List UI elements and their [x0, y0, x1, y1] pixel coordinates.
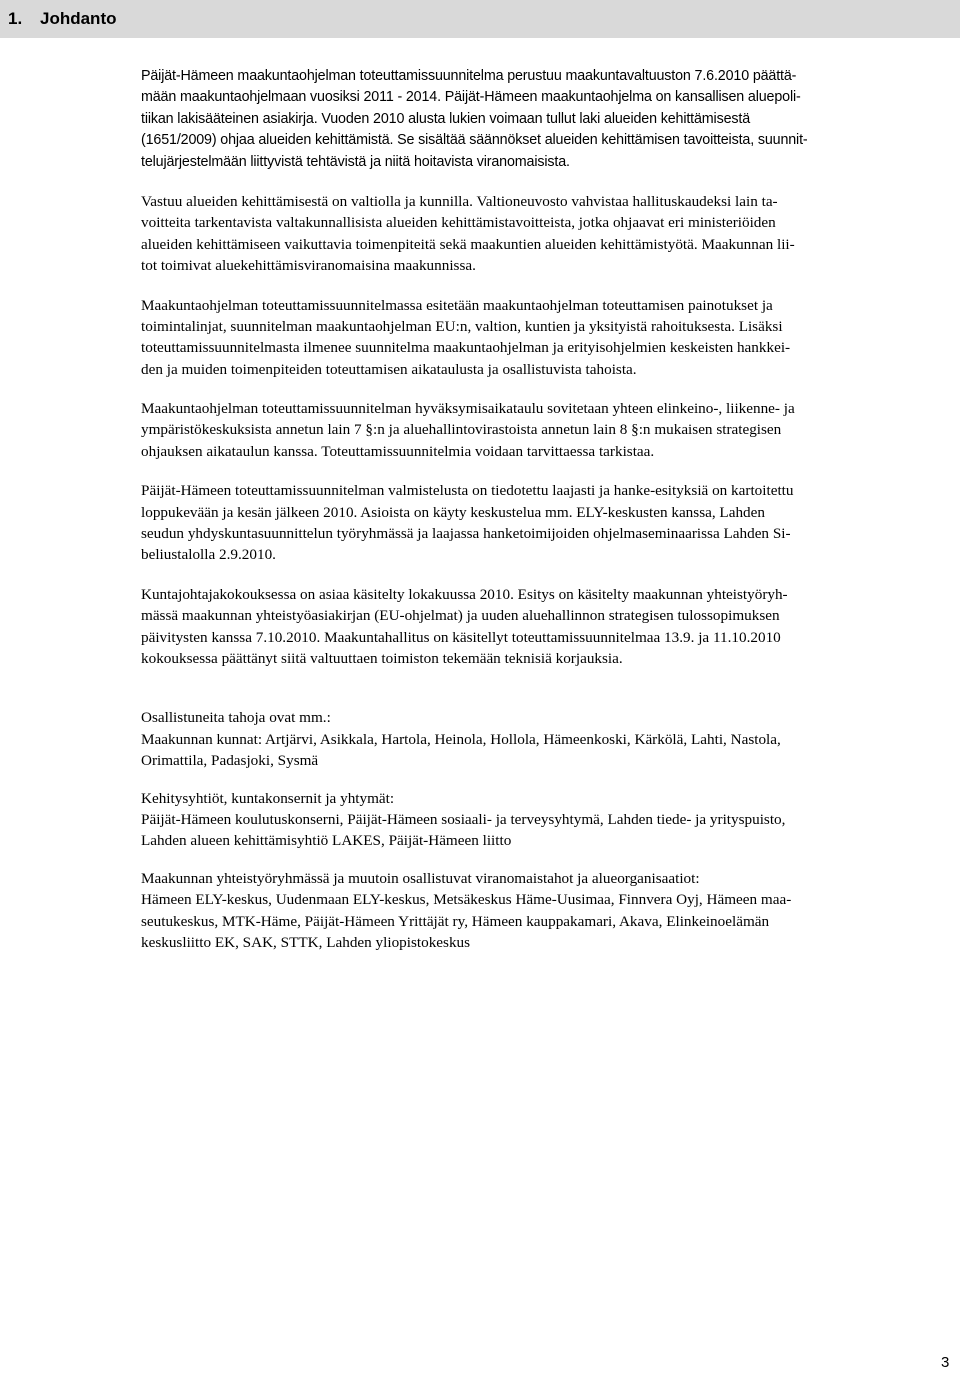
text-line: Vastuu alueiden kehittämisestä on valtiolla ja kunnilla. Valtioneuvosto vahvistaa hallituskaudeksi lain ta- [141, 192, 778, 210]
paragraph-meetings [141, 584, 953, 670]
text-line: den ja muiden toimenpiteiden toteuttamisen aikataulusta ja osallistuvista tahoista. [141, 360, 637, 378]
section-heading [0, 0, 960, 38]
document-body [141, 66, 953, 971]
text-line: loppukevään ja kesän jälkeen 2010. Asioista on käyty keskustelua mm. ELY-keskusten kanssa, Lahden [141, 503, 765, 521]
text-line: Lahden alueen kehittämisyhtiö LAKES, Päijät-Hämeen liitto [141, 832, 512, 850]
text-line: tot toimivat aluekehittämisviranomaisina maakunnissa. [141, 257, 476, 275]
text-line: Päijät-Hämeen koulutuskonserni, Päijät-Hämeen sosiaali- ja terveysyhtymä, Lahden tiede- ja yrityspuisto, [141, 810, 786, 828]
paragraph-participants-municipalities [141, 707, 953, 771]
paragraph-preparation [141, 480, 953, 566]
text-line: toimintalinjat, suunnitelman maakuntaohjelman EU:n, valtion, kuntien ja yksityistä rahoituksesta. Lisäksi [141, 317, 783, 335]
text-line: Maakunnan kunnat: Artjärvi, Asikkala, Hartola, Heinola, Hollola, Hämeenkoski, Kärkölä, Lahti, Nastola, [141, 730, 781, 748]
text-line: voitteita tarkentavista valtakunnallisista alueiden kehittämistavoitteista, jotka ohjaavat eri ministeriöiden [141, 214, 776, 232]
page-number: 3 [941, 1354, 950, 1371]
text-line: Hämeen ELY-keskus, Uudenmaan ELY-keskus, Metsäkeskus Häme-Uusimaa, Finnvera Oyj, Hämeen maa- [141, 891, 792, 909]
text-line: (1651/2009) ohjaa alueiden kehittämistä. Se sisältää säännökset alueiden kehittämisen tavoitteista, suunnit- [141, 132, 808, 149]
text-line: Maakuntaohjelman toteuttamissuunnitelmassa esitetään maakuntaohjelman toteuttamisen painotukset ja [141, 296, 773, 314]
text-line: alueiden kehittämiseen vaikuttavia toimenpiteitä sekä maakuntien alueiden kehittämistyötä. Maakunnan lii- [141, 235, 795, 253]
text-line: Päijät-Hämeen toteuttamissuunnitelman valmistelusta on tiedotettu laajasti ja hanke-esityksiä on kartoitettu [141, 482, 794, 500]
text-line: Orimattila, Padasjoki, Sysmä [141, 752, 319, 770]
section-number: 1. [8, 9, 23, 28]
paragraph-approval-schedule [141, 398, 953, 462]
text-line: Kehitysyhtiöt, kuntakonsernit ja yhtymät: [141, 789, 395, 807]
text-line: beliustalolla 2.9.2010. [141, 546, 276, 564]
text-line: mässä maakunnan yhteistyöasiakirjan (EU-ohjelmat) ja uuden aluehallinnon strategisen tulossopimuksen [141, 607, 780, 625]
text-line: Päijät-Hämeen maakuntaohjelman toteuttamissuunnitelma perustuu maakuntavaltuuston 7.6.2010 päättä- [141, 68, 797, 84]
text-line: Kuntajohtajakokouksessa on asiaa käsitelty lokakuussa 2010. Esitys on käsitelty maakunnan yhteistyöryh- [141, 585, 788, 603]
text-line: telujärjestelmään liittyvistä tehtävistä ja niitä hoitavista viranomaisista. [141, 153, 570, 170]
section-title: Johdanto [40, 9, 117, 28]
text-line: toteuttamissuunnitelmasta ilmenee suunnitelma maakuntaohjelman ja erityisohjelmien keskeisten hankkei- [141, 339, 791, 357]
text-line: kokouksessa päättänyt siitä valtuuttaen toimiston tekemään teknisiä korjauksia. [141, 649, 623, 667]
paragraph-participants-companies [141, 788, 953, 852]
paragraph-participants-authorities [141, 868, 953, 954]
text-line: mään maakuntaohjelmaan vuosiksi 2011 - 2014. Päijät-Hämeen maakuntaohjelma on kansallisen aluepoli- [141, 89, 801, 106]
text-line: ohjauksen aikataulun kanssa. Toteuttamissuunnitelmia voidaan tarvittaessa tarkistaa. [141, 442, 655, 460]
text-line: seudun yhdyskuntasuunnittelun työryhmässä ja laajassa hanketoimijoiden ohjelmaseminaarissa Lahden Si- [141, 525, 791, 543]
text-line: päivitysten kanssa 7.10.2010. Maakuntahallitus on käsitellyt toteuttamissuunnitelmaa 13.9. ja 11.10.2010 [141, 628, 781, 646]
text-line: seutukeskus, MTK-Häme, Päijät-Hämeen Yrittäjät ry, Hämeen kauppakamari, Akava, Elinkeinoelämän [141, 912, 770, 930]
paragraph-responsibility [141, 191, 953, 277]
text-line: tiikan lakisääteinen asiakirja. Vuoden 2010 alusta lukien voimaan tullut laki alueiden kehittämisestä [141, 110, 750, 127]
text-line: ympäristökeskuksista annetun lain 7 §:n ja aluehallintovirastoista annetun lain 8 §:n mukaisen strategisen [141, 421, 782, 439]
text-line: Maakuntaohjelman toteuttamissuunnitelman hyväksymisaikataulu sovitetaan yhteen elinkeino-, liikenne- ja [141, 400, 795, 418]
text-line: Osallistuneita tahoja ovat mm.: [141, 709, 331, 727]
paragraph-implementation-plan [141, 295, 953, 381]
text-line: keskusliitto EK, SAK, STTK, Lahden yliopistokeskus [141, 933, 471, 951]
paragraph-intro [141, 66, 953, 173]
text-line: Maakunnan yhteistyöryhmässä ja muutoin osallistuvat viranomaistahot ja alueorganisaatiot: [141, 869, 700, 887]
